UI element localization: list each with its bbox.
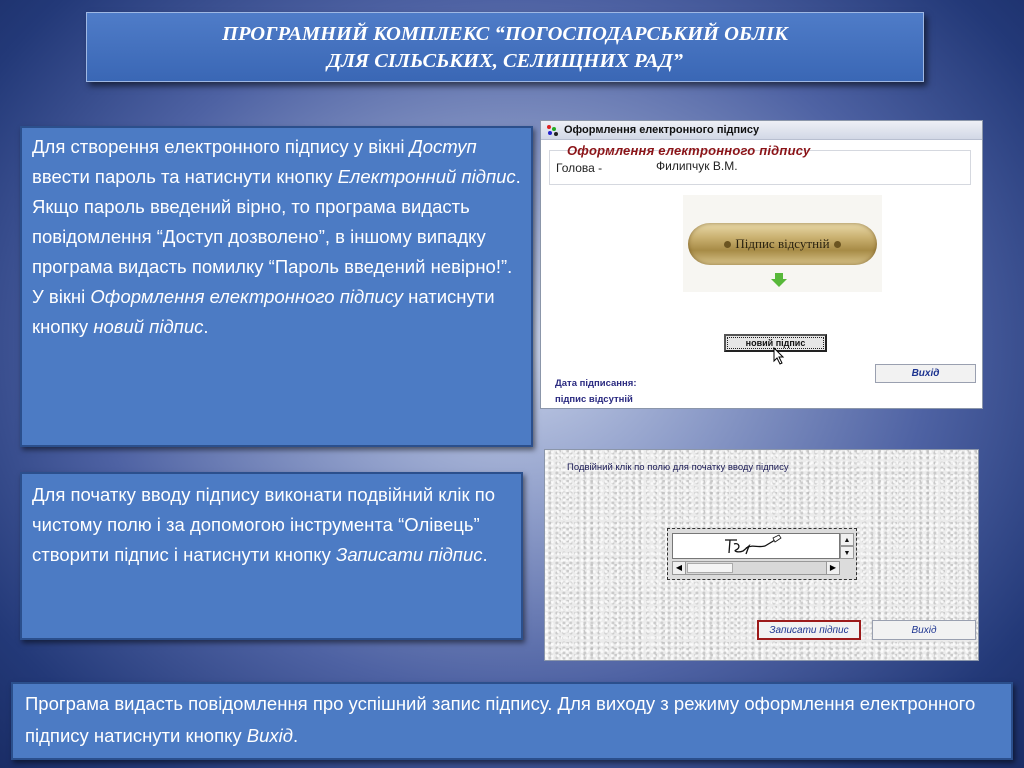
- down-arrow-icon: [771, 273, 787, 287]
- box1-text-8: натиснути кнопку: [32, 286, 495, 337]
- box3-text-3: .: [293, 725, 299, 746]
- box1-new-sig-term: новий підпис: [93, 316, 204, 337]
- title-line-1: ПРОГРАМНИЙ КОМПЛЕКС “ПОГОСПОДАРСЬКИЙ ОБЛІК: [222, 23, 788, 45]
- box1-access-term: Доступ: [409, 136, 477, 157]
- mouse-cursor-icon: [773, 347, 785, 365]
- signing-date-label: Дата підписання:: [555, 378, 637, 389]
- box1-text-3: ввести пароль та натиснути кнопку: [32, 166, 338, 187]
- box1-text-10: .: [203, 316, 209, 337]
- box1-text-1: Для створення електронного підпису у вікні: [32, 136, 410, 157]
- plaque-rivet-left-icon: [724, 241, 731, 248]
- double-click-hint: Подвійний клік по полю для початку вводу підпису: [567, 462, 789, 473]
- box2-save-term: Записати підпис: [336, 544, 483, 565]
- box1-window-term: Оформлення електронного підпису: [90, 286, 403, 307]
- box1-text-5: . Якщо пароль введений вірно, то програма видасть повідомлення “Доступ дозволено”, в іншому випадку програма видасть помилку “Пароль введений невірно!”.: [32, 166, 521, 277]
- box3-text-1: Програма видасть повідомлення про успішний запис підпису. Для виходу з режиму оформлення електронного підпису натиснути кнопку: [25, 693, 976, 746]
- signature-drawing-window: [544, 449, 979, 661]
- instruction-box-exit: [11, 682, 1013, 760]
- signature-stroke-icon: [673, 534, 839, 558]
- exit-button[interactable]: Вихід: [875, 364, 976, 383]
- instruction-box-drawing: [20, 472, 523, 640]
- head-label: Голова -: [556, 161, 603, 175]
- window-title: Оформлення електронного підпису: [564, 124, 760, 136]
- box3-exit-term: Вихід: [246, 725, 294, 746]
- save-signature-button[interactable]: Записати підпис: [757, 620, 861, 640]
- title-line-2: ДЛЯ СІЛЬСЬКИХ, СЕЛИЩНИХ РАД”: [326, 50, 684, 72]
- signature-canvas[interactable]: [672, 533, 840, 559]
- head-name: Филипчук В.М.: [656, 159, 738, 173]
- plaque-rivet-right-icon: [834, 241, 841, 248]
- window-titlebar: [541, 121, 982, 140]
- esignature-window: [540, 120, 983, 409]
- signature-plaque: [688, 223, 877, 265]
- signature-status: підпис відсутній: [555, 394, 633, 405]
- box2-text-3: .: [482, 544, 488, 565]
- horizontal-scrollbar[interactable]: [672, 561, 840, 575]
- form-headline: Оформлення електронного підпису: [567, 143, 811, 158]
- app-icon: [547, 125, 559, 136]
- scroll-up-icon[interactable]: ▲: [840, 533, 854, 546]
- instruction-box-access: [20, 126, 533, 447]
- scroll-left-icon[interactable]: ◀: [673, 562, 686, 574]
- signature-field[interactable]: [667, 528, 857, 580]
- plaque-text: Підпис відсутній: [735, 236, 830, 251]
- exit-button-2[interactable]: Вихід: [872, 620, 976, 640]
- scroll-down-icon[interactable]: ▼: [840, 546, 854, 559]
- vertical-scrollbar[interactable]: [840, 533, 854, 559]
- box2-text-1: Для початку вводу підпису виконати подвійний клік по чистому полю і за допомогою інструмента “Олівець” створити підпис і натиснути кнопку: [32, 484, 496, 565]
- scroll-thumb[interactable]: [687, 563, 733, 573]
- box1-text-6: У вікні: [32, 286, 91, 307]
- slide-title: [86, 12, 924, 82]
- box1-esign-term: Електронний підпис: [337, 166, 516, 187]
- scroll-right-icon[interactable]: ▶: [826, 562, 839, 574]
- new-signature-button[interactable]: новий підпис: [724, 334, 827, 352]
